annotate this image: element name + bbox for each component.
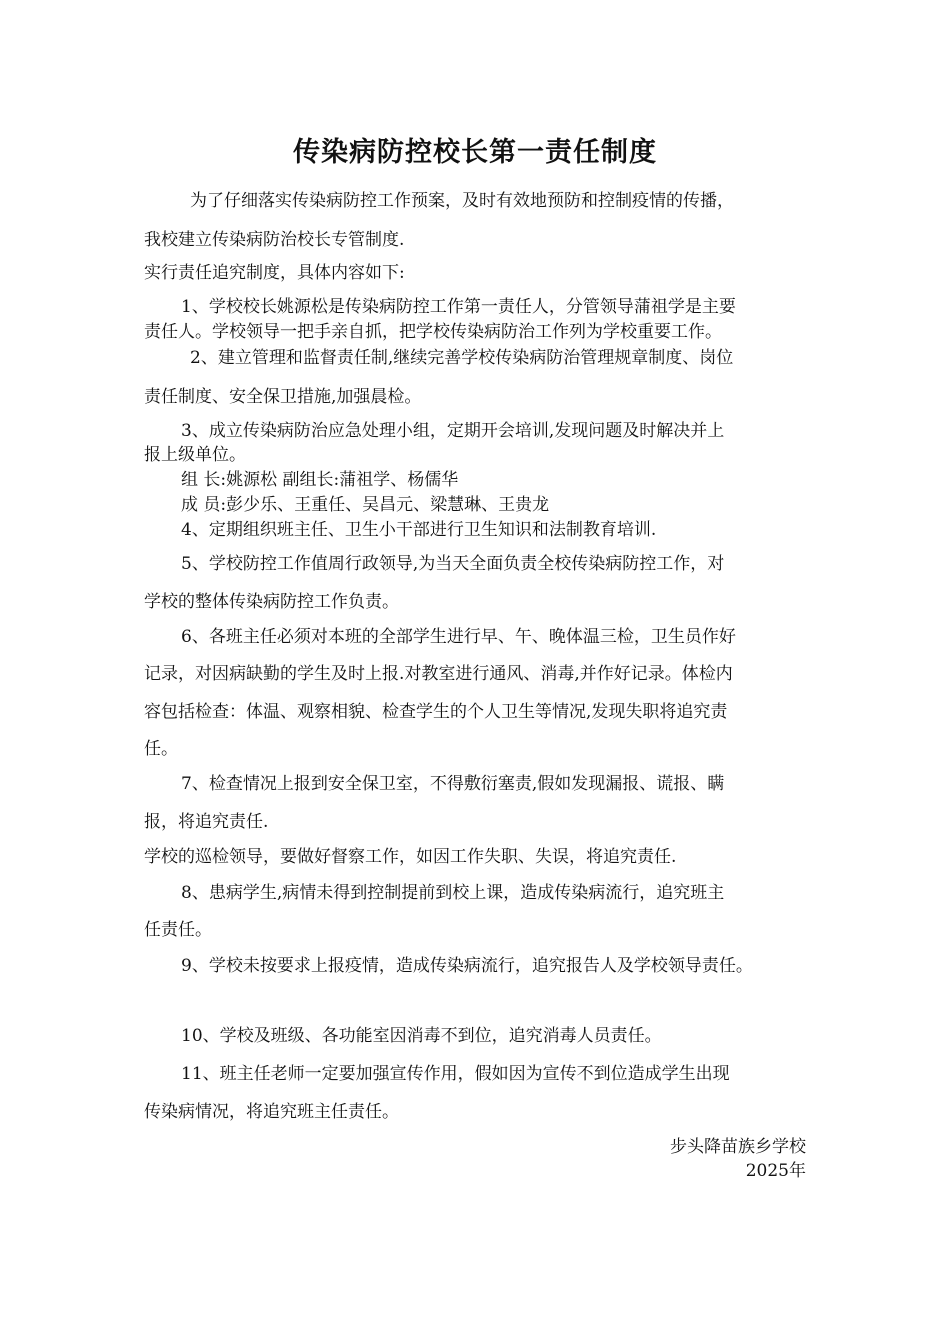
body-line: 我校建立传染病防治校长专管制度. (144, 230, 405, 250)
body-line: 4、定期组织班主任、卫生小干部进行卫生知识和法制教育培训. (181, 520, 657, 540)
signature-year: 2025年 (745, 1161, 806, 1181)
body-line: 6、各班主任必须对本班的全部学生进行早、午、晚体温三检，卫生员作好 (181, 627, 736, 647)
body-line: 实行责任追究制度，具体内容如下: (144, 263, 405, 283)
document-title: 传染病防控校长第一责任制度 (293, 137, 657, 168)
body-line: 责任制度、安全保卫措施,加强晨检。 (144, 387, 422, 407)
body-line: 任。 (144, 739, 178, 759)
signature-school: 步头降苗族乡学校 (670, 1137, 806, 1157)
body-line: 5、学校防控工作值周行政领导,为当天全面负责全校传染病防控工作，对 (181, 554, 725, 574)
body-line: 学校的整体传染病防控工作负责。 (144, 592, 399, 612)
body-line: 报上级单位。 (144, 445, 246, 465)
body-line: 10、学校及班级、各功能室因消毒不到位，追究消毒人员责任。 (181, 1026, 662, 1046)
body-line: 8、患病学生,病情未得到控制提前到校上课，造成传染病流行，追究班主 (181, 883, 725, 903)
body-line: 记录，对因病缺勤的学生及时上报.对教室进行通风、消毒,并作好记录。体检内 (144, 664, 733, 684)
body-line: 2、建立管理和监督责任制,继续完善学校传染病防治管理规章制度、岗位 (190, 348, 734, 368)
body-line: 报，将追究责任. (144, 812, 269, 832)
body-line: 容包括检查：体温、观察相貌、检查学生的个人卫生等情况,发现失职将追究责 (144, 702, 728, 722)
body-line: 组 长:姚源松 副组长:蒲祖学、杨儒华 (181, 470, 459, 490)
body-line: 7、检查情况上报到安全保卫室，不得敷衍塞责,假如发现漏报、谎报、瞒 (181, 774, 725, 794)
body-line: 为了仔细落实传染病防控工作预案，及时有效地预防和控制疫情的传播， (190, 191, 734, 211)
body-line: 11、班主任老师一定要加强宣传作用，假如因为宣传不到位造成学生出现 (181, 1064, 730, 1084)
body-line: 9、学校未按要求上报疫情，造成传染病流行，追究报告人及学校领导责任。 (181, 956, 753, 976)
body-line: 责任人。学校领导一把手亲自抓，把学校传染病防治工作列为学校重要工作。 (144, 322, 722, 342)
body-line: 3、成立传染病防治应急处理小组，定期开会培训,发现问题及时解决并上 (181, 421, 725, 441)
body-line: 成 员:彭少乐、王重任、吴昌元、梁慧琳、王贵龙 (181, 495, 550, 515)
body-line: 1、学校校长姚源松是传染病防控工作第一责任人，分管领导蒲祖学是主要 (181, 297, 736, 317)
body-line: 传染病情况，将追究班主任责任。 (144, 1102, 399, 1122)
body-line: 任责任。 (144, 920, 212, 940)
body-line: 学校的巡检领导，要做好督察工作，如因工作失职、失误，将追究责任. (144, 847, 677, 867)
